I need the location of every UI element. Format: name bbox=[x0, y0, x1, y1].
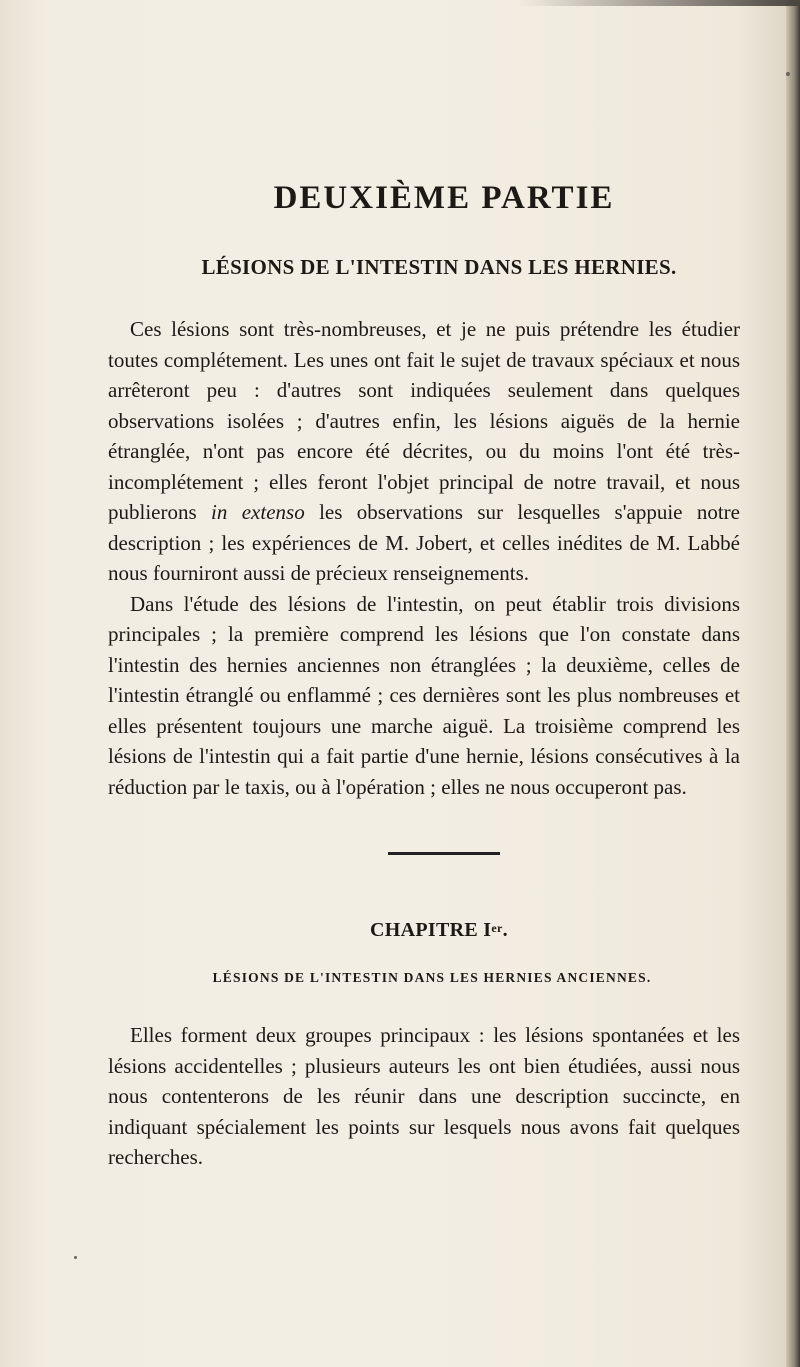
chapter-title-text: CHAPITRE I bbox=[370, 919, 492, 941]
latin-phrase: in extenso bbox=[211, 500, 305, 524]
intro-paragraph-1 bbox=[108, 314, 740, 589]
ink-speck bbox=[786, 72, 790, 76]
chapter-subtitle: LÉSIONS DE L'INTESTIN DANS LES HERNIES ANCIENNES. bbox=[212, 970, 652, 985]
ink-speck bbox=[74, 1256, 77, 1259]
chapter-title-period: . bbox=[502, 919, 508, 941]
chapter-title-ordinal: er bbox=[491, 921, 503, 935]
intro-paragraph-1-text-b: les observations sur lesquelles s'appuie notre description ; les expériences de M. Jobert, et celles inédites de M. Labbé nous fourniront aussi de précieux renseignements. bbox=[108, 500, 740, 585]
intro-paragraph-1-text-a: Ces lésions sont très-nombreuses, et je ne puis prétendre les étudier toutes complétement. Les unes ont fait le sujet de travaux spéciaux et nous arrêteront peu : d'autres sont indiquées seulement dans quelques observations isolées ; d'autres enfin, les lésions aiguës de la hernie étranglée, n'ont pas encore été décrites, ou du moins l'ont été très-incomplétement ; elles feront l'objet principal de notre travail, et nous publierons bbox=[108, 317, 740, 524]
page-content bbox=[108, 180, 740, 1173]
intro-paragraph-2: Dans l'étude des lésions de l'intestin, on peut établir trois divisions principales ; la première comprend les lésions que l'on constate dans l'intestin des hernies anciennes non étranglées ; la deuxième, celles de l'intestin étranglé ou enflammé ; ces dernières sont les plus nombreuses et elles présentent toujours une marche aiguë. La troisième comprend les lésions de l'intestin qui a fait partie d'une hernie, lésions consécutives à la réduction par le taxis, ou à l'opération ; elles ne nous occuperont pas. bbox=[108, 591, 740, 799]
chapter-paragraph: Elles forment deux groupes principaux : les lésions spontanées et les lésions accidentelles ; plusieurs auteurs les ont bien étudiées, aussi nous nous contenterons de les réunir dans une description succincte, en indiquant spécialement les points sur lesquels nous avons fait quelques recherches. bbox=[108, 1023, 740, 1169]
page-edge-shadow bbox=[786, 0, 800, 1367]
page-top-shadow bbox=[520, 0, 800, 6]
chapter-title bbox=[108, 919, 740, 942]
section-title: LÉSIONS DE L'INTESTIN DANS LES HERNIES. bbox=[201, 255, 677, 279]
part-title: DEUXIÈME PARTIE bbox=[273, 180, 615, 216]
section-divider bbox=[388, 852, 500, 855]
